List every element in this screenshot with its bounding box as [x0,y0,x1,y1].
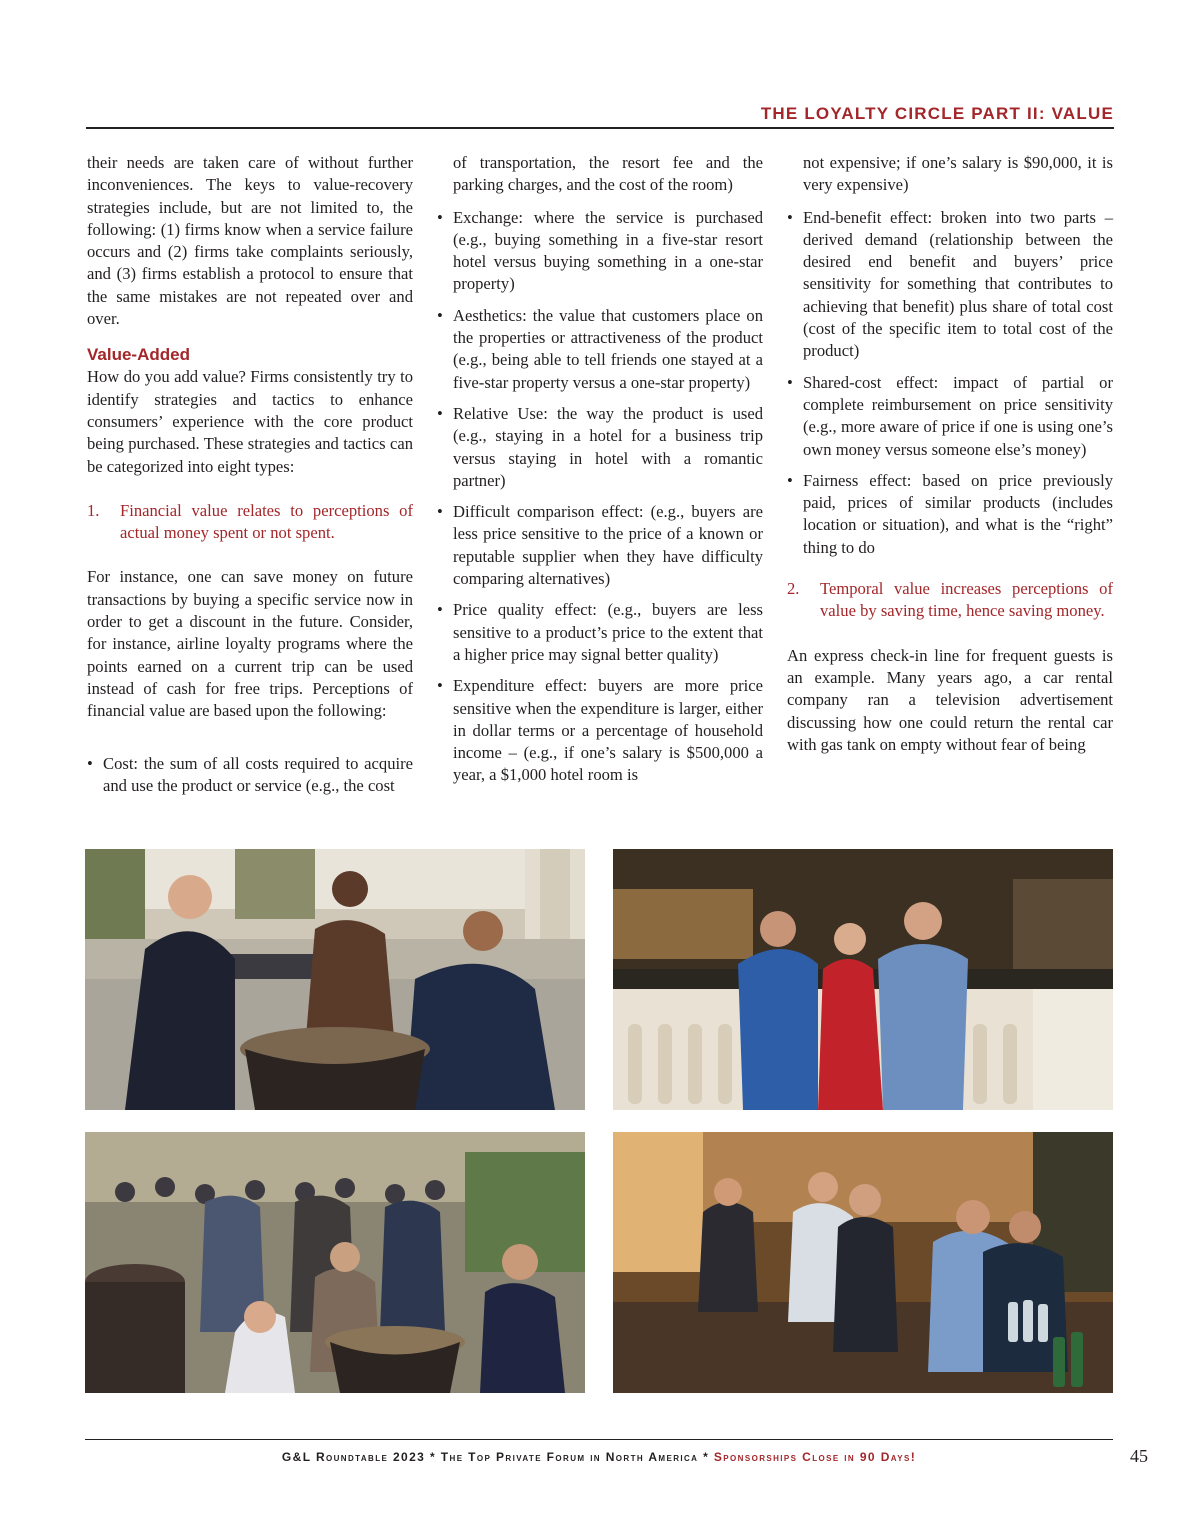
list-item: • Price quality effect: (e.g., buyers are less sensitive to a product’s price to the extent that a higher price may signal better quality) [437,599,763,666]
paragraph: An express check-in line for frequent guests is an example. Many years ago, a car rental company ran a television advertisement discussing how one could return the rental car with gas tank on empty without fear of being [787,645,1113,754]
list-item: • Aesthetics: the value that customers place on the properties or attractiveness of the product (e.g., being able to tell friends one stayed at a five-star property versus a one-star property) [437,305,763,394]
list-item: • End-benefit effect: broken into two parts – derived demand (relationship between the desired end benefit and buyers’ price sensitivity for something that contributes to achieving that benefit) plus share of total cost (cost of the specific item to total cost of the product) [787,207,1113,363]
text-column-1 [87,152,413,806]
paragraph: How do you add value? Firms consistently try to identify strategies and tactics to enhance consumers’ experience with the core product being purchased. These strategies and tactics can be categorized into eight types: [87,367,413,476]
list-item: • Expenditure effect: buyers are more price sensitive when the expenditure is larger, either in dollar terms or a percentage of household income – (e.g., if one’s salary is $500,000 a year, a $1,000 hotel room is [437,675,763,786]
page-number: 45 [1130,1446,1148,1466]
running-header-title: THE LOYALTY CIRCLE PART II: VALUE [760,104,1114,123]
list-item: • Shared-cost effect: impact of partial or complete reimbursement on price sensitivity (e.g., more aware of price if one is using one’s own money versus someone else’s money) [787,372,1113,461]
footer-accent-text: Sponsorships Close in 90 Days! [713,1450,917,1464]
item-number: 1. [87,500,100,520]
list-item: • Fairness effect: based on price previously paid, prices of similar products (includes location or situation), and what is the “right” thing to do [787,470,1113,559]
paragraph: their needs are taken care of without further inconveniences. The keys to value-recovery strategies include, but are not limited to, the following: (1) firms know when a service failure occurs and (2) firms take complaints seriously, and (3) firms establish a protocol to ensure that the same mistakes are not repeated over and over. [87,153,413,329]
list-item: • Cost: the sum of all costs required to acquire and use the product or service (e.g., the cost [87,753,413,798]
footer-rule [85,1439,1113,1440]
list-item: • Exchange: where the service is purchased (e.g., buying something in a five-star resort hotel versus buying something in a one-star property) [437,207,763,296]
paragraph: of transportation, the resort fee and the parking charges, and the cost of the room) [453,153,763,195]
text-column-3 [787,152,1113,756]
event-photo-terrace-daytime [85,849,585,1110]
item-text: Financial value relates to perceptions of actual money spent or not spent. [120,500,413,543]
event-photo-balcony-evening [613,849,1113,1110]
bullet-list [87,753,413,798]
numbered-item-2 [787,578,1113,623]
text-column-2 [437,152,763,796]
list-item: • Difficult comparison effect: (e.g., buyers are less price sensitive to the price of a known or reputable supplier when they have difficulty comparing alternatives) [437,501,763,590]
item-number: 2. [787,579,800,599]
header-rule [86,127,1114,129]
paragraph: For instance, one can save money on future transactions by buying a specific service now in order to get a discount in the future. Consider, for instance, airline loyalty programs where the points earned on a current trip can be used instead of cash for free trips. Perceptions of financial value are based upon the following: [87,567,413,721]
bullet-list [437,207,763,787]
list-item: • Relative Use: the way the product is used (e.g., staying in a hotel for a business trip versus staying in hotel with a romantic partner) [437,403,763,492]
section-heading: Value-Added [87,345,190,365]
event-photo-lounge-evening [613,1132,1113,1393]
footer-text: G&L Roundtable 2023 * The Top Private Forum in North America * [281,1450,714,1464]
event-photo-reception-crowd [85,1132,585,1393]
footer-banner [85,1450,1113,1464]
paragraph: not expensive; if one’s salary is $90,000, it is very expensive) [803,153,1113,195]
numbered-item-1 [87,500,413,545]
bullet-list [787,207,1113,559]
item-text: Temporal value increases perceptions of value by saving time, hence saving money. [820,579,1113,621]
